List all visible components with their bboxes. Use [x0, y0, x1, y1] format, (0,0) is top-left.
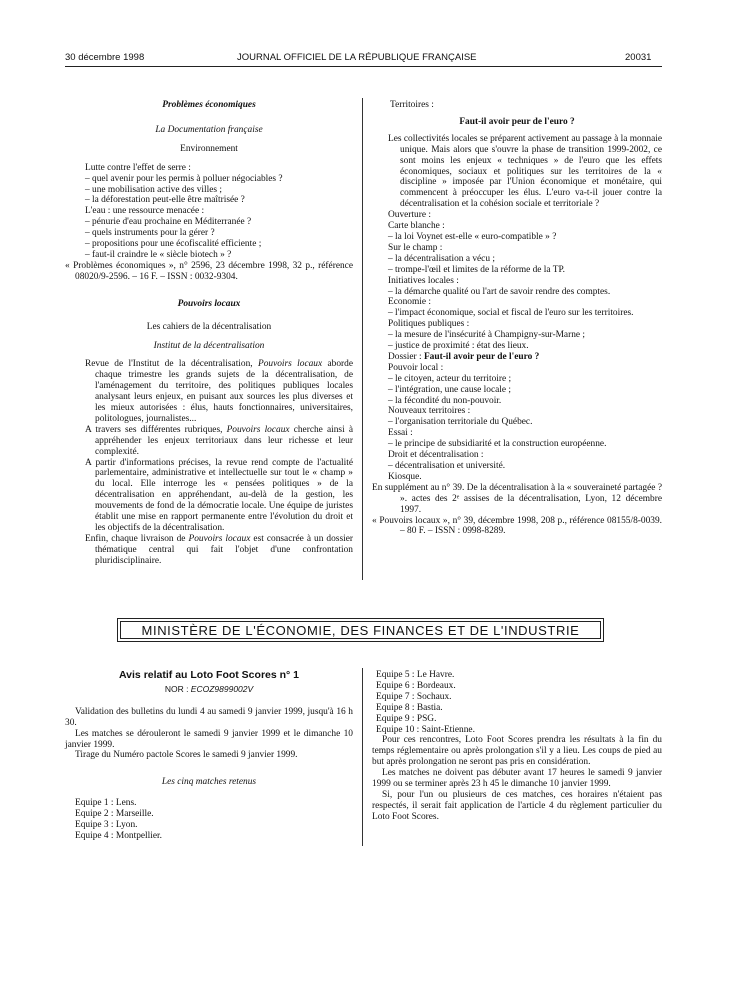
team-item: Equipe 1 : Lens.: [75, 798, 137, 809]
pl-line: – l'intégration, une cause locale ;: [388, 384, 511, 395]
pl-line: Droit et décentralisation :: [388, 450, 484, 461]
territoires-label: Territoires :: [390, 100, 434, 110]
avis-rule-1: Pour ces rencontres, Loto Foot Scores prendra les résultats à la fin du temps réglementaire ou après prolongation s'il y a lieu. Les coups de pied au but après prolongation ne seront pas pris en considération.: [372, 735, 662, 768]
pe-title: Problèmes économiques: [162, 100, 256, 110]
avis-validation: Validation des bulletins du lundi 4 au samedi 9 janvier 1999, jusqu'à 16 h 30.: [65, 706, 353, 728]
avis-nor: NOR : ECOZ9899002V: [164, 683, 254, 694]
team-item: Equipe 5 : Le Havre.: [376, 670, 455, 680]
team-item: Equipe 7 : Sochaux.: [376, 691, 452, 702]
ministry-banner: MINISTÈRE DE L'ÉCONOMIE, DES FINANCES ET DE L'INDUSTRIE: [117, 618, 604, 642]
pl-contents: [372, 210, 662, 483]
teams-right-list: [372, 670, 662, 735]
column-divider-bottom: [362, 668, 363, 846]
avis-title: Avis relatif au Loto Foot Scores n° 1: [118, 669, 299, 681]
pl-line: Kiosque.: [388, 471, 422, 482]
pl-line: – l'impact économique, social et fiscal de l'euro sur les territoires.: [388, 308, 634, 319]
pe-publisher: La Documentation française: [155, 124, 263, 135]
pl-paragraph-4: Enfin, chaque livraison de Pouvoirs locaux est consacrée à un dossier thématique central qui fait l'objet d'une confrontation pluridisciplinaire.: [85, 533, 353, 566]
pl-line: – la loi Voynet est-elle « euro-compatible » ?: [388, 231, 557, 242]
pe-line: L'eau : une ressource menacée :: [85, 206, 205, 217]
pe-line: – quels instruments pour la gérer ?: [85, 228, 215, 239]
pl-line: – décentralisation et université.: [388, 461, 506, 471]
pe-line: – quel avenir pour les permis à polluer négociables ?: [85, 173, 283, 184]
team-item: Equipe 3 : Lyon.: [75, 820, 138, 831]
page-number: 20031: [625, 52, 652, 63]
teams-left-list: [65, 798, 353, 842]
team-item: Equipe 8 : Bastia.: [376, 702, 443, 713]
pl-title: Pouvoirs locaux: [177, 298, 241, 309]
pl-line: Carte blanche :: [388, 221, 445, 232]
pl-institute: Institut de la décentralisation: [153, 340, 265, 351]
pl-line: – la décentralisation a vécu ;: [388, 253, 495, 264]
pl-line: Economie :: [388, 297, 431, 308]
right-column: [372, 100, 662, 537]
pl-line: Ouverture :: [388, 210, 431, 221]
pe-contents: [65, 163, 353, 261]
left-column: [65, 100, 353, 567]
pl-line: – le citoyen, acteur du territoire ;: [388, 373, 512, 384]
journal-title: JOURNAL OFFICIEL DE LA RÉPUBLIQUE FRANÇAISE: [237, 52, 477, 63]
pl-paragraph-3: A partir d'informations précises, la revue rend compte de l'actualité parlementaire, administrative et intellectuelle sur tout le « champ » du local. Elle interroge les « pensées politiques » de la décentralisation en appréhendant, au-delà de la gestion, les mouvements de fond de la démocratie locale. Une équipe de juristes établit une mise en rapport permanente entre l'évolution du droit et les objectifs de la décentralisation.: [85, 457, 353, 533]
pe-line: – propositions pour une écofiscalité efficiente ;: [85, 239, 262, 250]
pe-line: – pénurie d'eau prochaine en Méditerranée ?: [85, 217, 252, 228]
pl-line: – le principe de subsidiarité et la construction européenne.: [388, 439, 607, 450]
team-item: Equipe 2 : Marseille.: [75, 809, 154, 820]
pl-line: – trompe-l'œil et limites de la réforme de la TP.: [388, 264, 565, 275]
dossier-line: Dossier : Faut-il avoir peur de l'euro ?: [388, 351, 540, 362]
pe-line: – une mobilisation active des villes ;: [85, 184, 222, 195]
pl-line: Sur le champ :: [388, 242, 443, 253]
pl-line: Politiques publiques :: [388, 319, 470, 330]
avis-dates: Les matches se dérouleront le samedi 9 janvier 1999 et le dimanche 10 janvier 1999.: [65, 728, 353, 750]
pl-reference: « Pouvoirs locaux », n° 39, décembre 1998, 208 p., référence 08155/8-0039. – 80 F. – ISSN : 0998-8289.: [372, 515, 662, 537]
avis-tirage: Tirage du Numéro pactole Scores le samedi 9 janvier 1999.: [75, 750, 298, 761]
pe-line: – faut-il craindre le « siècle biotech » ?: [85, 249, 232, 260]
pl-line: – la fécondité du non-pouvoir.: [388, 395, 502, 406]
pe-line: Lutte contre l'effet de serre :: [85, 162, 191, 173]
avis-rule-3: Si, pour l'un ou plusieurs de ces matches, ces horaires n'étaient pas respectés, il serait fait application de l'article 4 du règlement particulier du Loto Foot Scores.: [372, 789, 662, 822]
supplement-note: En supplément au n° 39. De la décentralisation à la « souveraineté partagée ? ». actes des 2ᵉ assises de la décentralisation, Lyon, 12 décembre 1997.: [372, 482, 662, 515]
euro-paragraph: Les collectivités locales se préparent activement au passage à la monnaie unique. Mais alors que s'ouvre la phase de transition 1999-2002, ce sont moins les enjeux « techniques » de l'euro que les effets économiques, sociaux et politiques sur les territoires de la « discipline » imposée par l'Union économique et monétaire, qui commencent à préoccuper les élus. L'euro va-t-il jouer contre la décentralisation et la cohésion sociale et territoriale ?: [388, 133, 662, 210]
pl-paragraph-2: A travers ses différentes rubriques, Pouvoirs locaux cherche ainsi à appréhender les enjeux territoriaux dans leur richesse et leur complexité.: [85, 424, 353, 457]
euro-title: Faut-il avoir peur de l'euro ?: [459, 116, 575, 127]
column-divider-top: [362, 98, 363, 580]
pe-line: – la déforestation peut-elle être maîtrisée ?: [85, 195, 245, 206]
pl-line: Pouvoir local :: [388, 362, 444, 373]
pl-subtitle: Les cahiers de la décentralisation: [146, 321, 272, 332]
pl-line: – la démarche qualité ou l'art de savoir rendre des comptes.: [388, 286, 611, 297]
env-heading: Environnement: [180, 143, 238, 154]
pe-reference: « Problèmes économiques », n° 2596, 23 décembre 1998, 32 p., référence 08020/9-2596. – 16 F. – ISSN : 0032-9304.: [65, 260, 353, 282]
avis-left-column: [65, 670, 353, 842]
avis-rule-2: Les matches ne doivent pas débuter avant 17 heures le samedi 9 janvier 1999 ou se terminer après 23 h 45 le dimanche 10 janvier 1999.: [372, 768, 662, 790]
pl-line: – justice de proximité : état des lieux.: [388, 341, 529, 352]
pl-line: Initiatives locales :: [388, 275, 459, 286]
pl-line: Nouveaux territoires :: [388, 406, 471, 417]
pl-line: – la mesure de l'insécurité à Champigny-sur-Marne ;: [388, 330, 586, 341]
pl-line: Essai :: [388, 428, 413, 439]
header-rule: [65, 66, 662, 67]
team-item: Equipe 10 : Saint-Etienne.: [376, 724, 475, 735]
matches-heading: Les cinq matches retenus: [161, 777, 257, 788]
team-item: Equipe 9 : PSG.: [376, 713, 437, 724]
avis-right-column: [372, 670, 662, 823]
page-date: 30 décembre 1998: [65, 52, 145, 63]
team-item: Equipe 6 : Bordeaux.: [376, 680, 456, 691]
team-item: Equipe 4 : Montpellier.: [75, 830, 162, 841]
pl-paragraph-1: Revue de l'Institut de la décentralisation, Pouvoirs locaux aborde chaque trimestre les grands sujets de la décentralisation, de l'aménagement du territoire, des politiques publiques locales analysant leurs enjeux, en puisant aux sources les plus diverses et les mieux autorisées : élus, hauts fonctionnaires, universitaires, politologues, journalistes...: [85, 359, 353, 424]
pl-line: – l'organisation territoriale du Québec.: [388, 417, 533, 428]
